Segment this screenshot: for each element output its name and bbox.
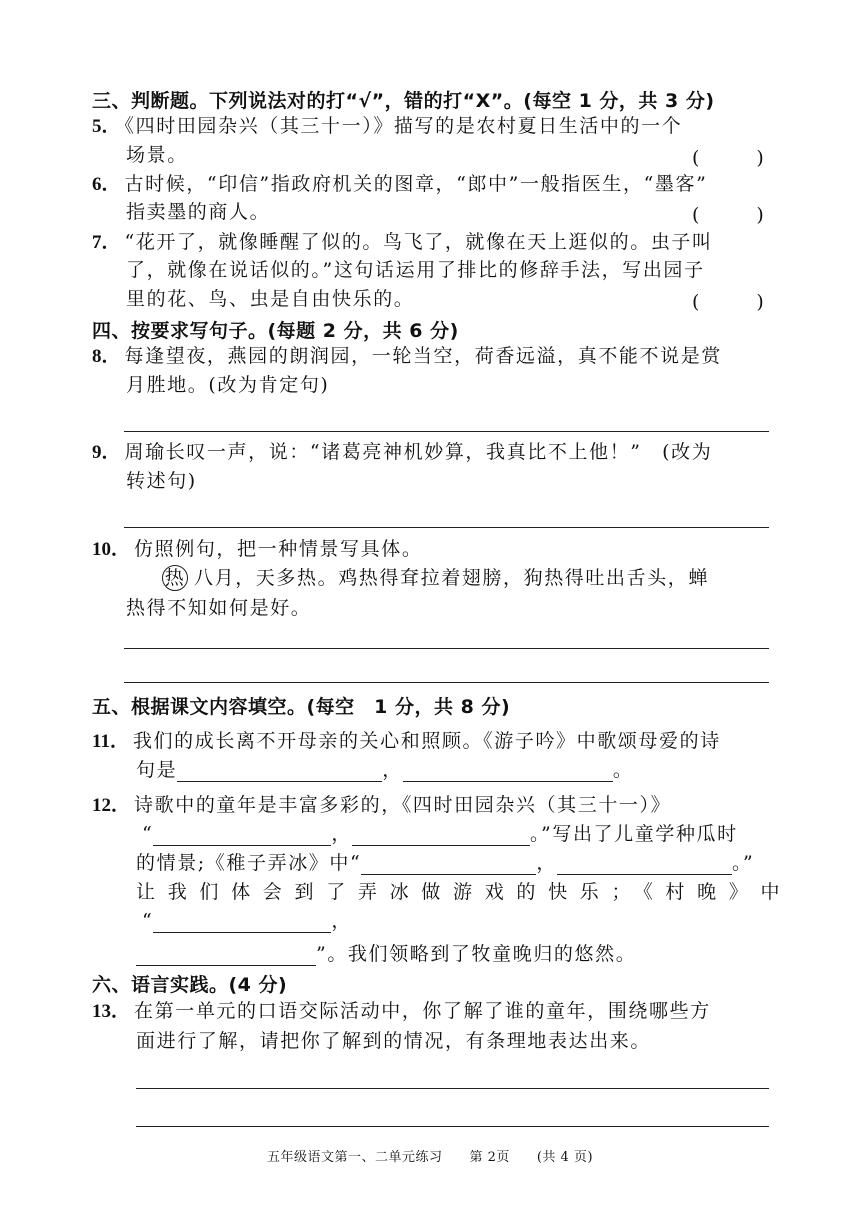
question-11 [92, 729, 721, 754]
section-4-heading: 四、按要求写句子。(每题 2 分，共 6 分) [92, 320, 459, 342]
question-8-line2: 月胜地。(改为肯定句) [126, 374, 330, 396]
question-9 [92, 440, 712, 465]
question-text: 每逢望夜，燕园的朗润园，一轮当空，荷香远溢，真不能不说是赏 [124, 345, 722, 367]
question-10-line3: 热得不知如何是好。 [126, 597, 312, 619]
separator: ， [331, 910, 352, 932]
fill-blank[interactable] [403, 761, 613, 782]
fill-blank[interactable] [153, 825, 331, 846]
question-number: 10． [92, 539, 131, 560]
question-number: 8． [92, 346, 121, 367]
answer-parentheses[interactable]: ( ) [692, 291, 764, 313]
answer-line[interactable] [124, 682, 769, 683]
question-12 [92, 793, 671, 818]
example-text: 八月，天多热。鸡热得耷拉着翅膀，狗热得吐出舌头，蝉 [194, 567, 710, 589]
question-13-line2: 面进行了解，请把你了解到的情况，有条理地表达出来。 [136, 1030, 652, 1052]
question-10-example [162, 565, 709, 591]
line-post: ”。我们领略到了牧童晚归的悠然。 [316, 943, 637, 965]
question-number: 13． [92, 1001, 131, 1022]
question-5-line2: 场景。 [126, 144, 188, 166]
fill-blank[interactable] [153, 912, 331, 933]
question-6 [92, 172, 707, 197]
question-number: 11． [92, 731, 129, 752]
question-text: “花开了，就像睡醒了似的。鸟飞了，就像在天上逛似的。虫子叫 [124, 231, 713, 253]
question-5 [92, 114, 682, 139]
quote-open: “ [142, 823, 154, 845]
question-12-line3 [136, 851, 754, 875]
answer-parentheses[interactable]: ( ) [692, 204, 764, 226]
question-9-line2: 转述句) [126, 470, 197, 492]
answer-line[interactable] [124, 431, 769, 432]
question-7-line3: 里的花、鸟、虫是自由快乐的。 [126, 288, 415, 310]
question-11-line2 [136, 758, 633, 782]
fill-blank[interactable] [352, 825, 530, 846]
question-number: 6． [92, 174, 121, 195]
line-prefix: 句是 [136, 759, 178, 781]
fill-blank[interactable] [361, 854, 536, 875]
page-footer: 五年级语文第一、二单元练习 第 2页 (共 4 页) [266, 1150, 594, 1165]
separator: ， [536, 852, 557, 874]
line-end: 。 [612, 759, 634, 781]
line-prefix: 的情景;《稚子弄冰》中“ [136, 852, 362, 874]
fill-blank[interactable] [177, 761, 382, 782]
answer-parentheses[interactable]: ( ) [692, 147, 764, 169]
question-text: 诗歌中的童年是丰富多彩的，《四时田园杂兴（其三十一）》 [134, 794, 672, 816]
question-text: 仿照例句，把一种情景写具体。 [134, 538, 423, 560]
section-5-heading: 五、根据课文内容填空。(每空 1 分，共 8 分) [92, 696, 511, 718]
answer-line[interactable] [124, 527, 769, 528]
question-text: 《四时田园杂兴（其三十一）》描写的是农村夏日生活中的一个 [124, 115, 683, 137]
fill-blank[interactable] [557, 854, 732, 875]
circled-character: 热 [162, 565, 188, 591]
question-number: 7． [92, 232, 121, 253]
question-text: 周瑜长叹一声，说：“诸葛亮神机妙算，我真比不上他！” (改为 [124, 441, 713, 463]
fill-blank[interactable] [136, 945, 316, 966]
question-13 [92, 999, 711, 1024]
answer-line[interactable] [124, 648, 769, 649]
line-post: 。” [731, 852, 755, 874]
question-7-line2: 了，就像在说话似的。”这句话运用了排比的修辞手法，写出园子 [126, 259, 705, 281]
question-text: 古时候，“印信”指政府机关的图章，“郎中”一般指医生，“墨客” [124, 173, 708, 195]
question-12-line6 [136, 942, 636, 966]
quote-open: “ [142, 910, 154, 932]
section-6-heading: 六、语言实践。(4 分) [92, 974, 288, 996]
separator: ， [382, 759, 403, 781]
section-3-heading: 三、判断题。下列说法对的打“√”，错的打“X”。(每空 1 分，共 3 分) [92, 90, 715, 112]
question-8 [92, 344, 722, 369]
question-6-line2: 指卖墨的商人。 [126, 201, 271, 223]
separator: ， [331, 823, 352, 845]
question-7 [92, 230, 713, 255]
line-post: 。”写出了儿童学种瓜时 [529, 823, 738, 845]
question-12-line2 [142, 822, 738, 846]
question-10 [92, 537, 422, 562]
question-text: 我们的成长离不开母亲的关心和照顾。《游子吟》中歌颂母爱的诗 [132, 730, 721, 752]
answer-line[interactable] [136, 1126, 769, 1127]
question-12-line5 [142, 909, 352, 933]
question-number: 5． [92, 116, 121, 137]
question-number: 9． [92, 442, 121, 463]
question-number: 12． [92, 795, 131, 816]
answer-line[interactable] [136, 1088, 769, 1089]
question-text: 在第一单元的口语交际活动中，你了解了谁的童年，围绕哪些方 [134, 1000, 711, 1022]
question-12-line4: 让我们体会到了弄冰做游戏的快乐；《村晚》中 [136, 881, 793, 903]
